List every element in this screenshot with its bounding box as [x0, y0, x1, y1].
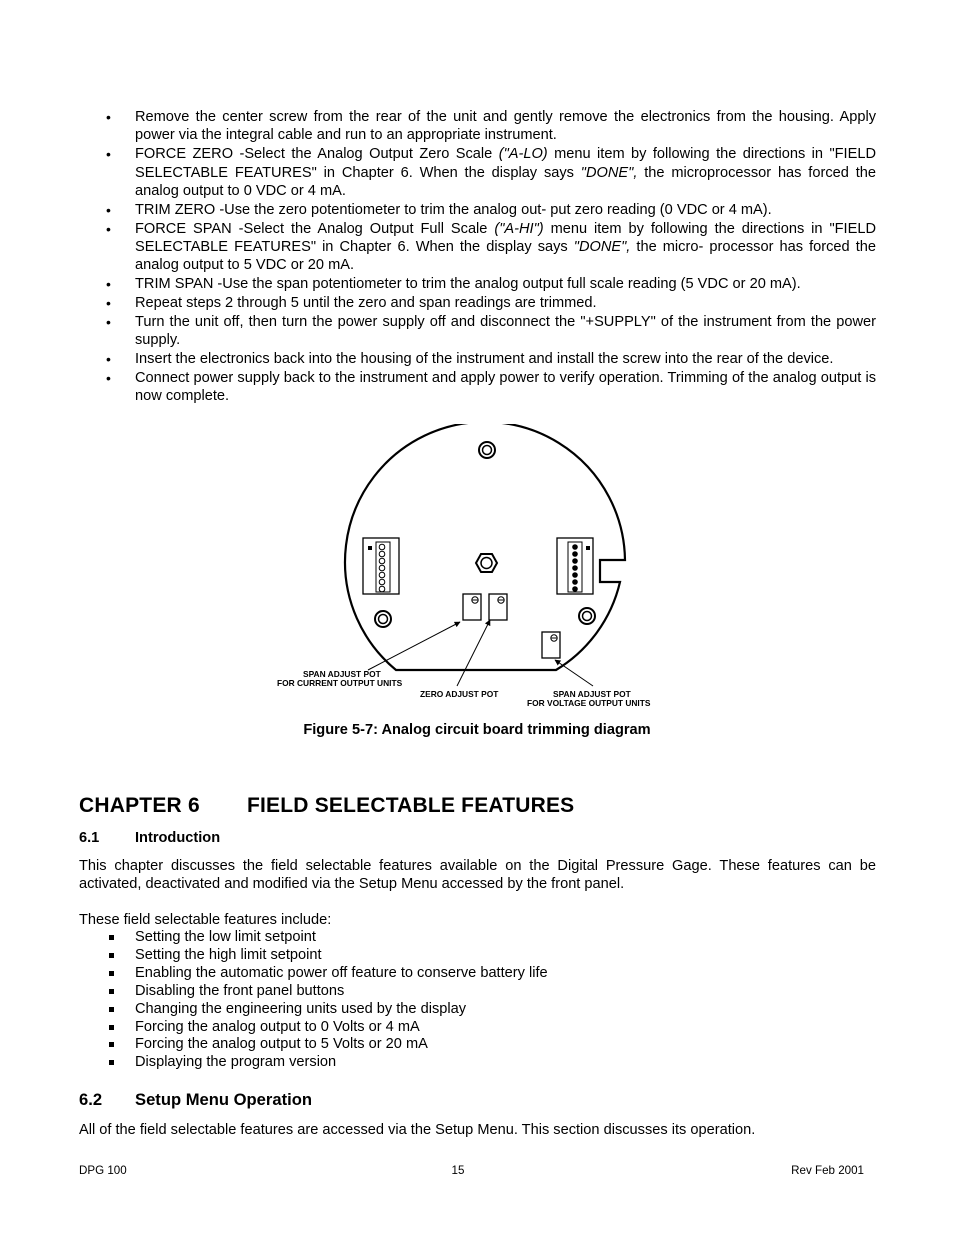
done-text: "DONE",: [573, 239, 631, 256]
list-item: [79, 350, 876, 368]
menu-code-a-lo: ("A-LO): [498, 146, 548, 163]
label-span-current-2: FOR CURRENT OUTPUT UNITS: [277, 678, 403, 688]
list-item-text: Remove the center screw from the rear of the unit and gently remove the electronics from the housing. Apply power via the integral cable and run to an appropriate instrument.: [135, 109, 876, 144]
list-item-text: Repeat steps 2 through 5 until the zero and span readings are trimmed.: [135, 295, 597, 312]
list-item-text: TRIM SPAN -Use the span potentiometer to trim the analog output full scale reading (5 VDC or 20 mA).: [135, 276, 801, 293]
list-item-text: FORCE ZERO -Select the Analog Output Zero Scale: [135, 146, 493, 163]
bullet-icon: •: [106, 201, 111, 218]
list-item-text: Disabling the front panel buttons: [135, 982, 345, 999]
footer-doc-id: DPG 100: [79, 1164, 127, 1177]
board-outline: [345, 424, 625, 670]
square-bullet-icon: [109, 1042, 114, 1047]
label-span-voltage-2: FOR VOLTAGE OUTPUT UNITS: [527, 698, 651, 708]
list-item: [79, 1019, 548, 1037]
square-bullet-icon: [109, 1025, 114, 1030]
left-mount-hole: [375, 611, 391, 627]
list-item: [79, 145, 876, 200]
right-mount-hole: [579, 608, 595, 624]
list-item-text: FORCE SPAN -Select the Analog Output Full Scale: [135, 220, 488, 237]
square-bullet-icon: [109, 1060, 114, 1065]
bullet-icon: •: [106, 146, 111, 163]
section-number: 6.1: [79, 830, 100, 846]
list-item: [79, 313, 876, 350]
square-bullet-icon: [109, 1007, 114, 1012]
list-item: [79, 1036, 548, 1054]
list-item-text: Enabling the automatic power off feature to conserve battery life: [135, 964, 548, 981]
bullet-icon: •: [106, 295, 111, 312]
bullet-icon: •: [106, 369, 111, 386]
top-mount-hole: [479, 442, 495, 458]
footer-page-number: 15: [451, 1164, 465, 1177]
bullet-icon: •: [106, 313, 111, 330]
list-item-text: the micro- processor has forced the analog output to 5 VDC or 20 mA.: [135, 239, 876, 274]
span-pot-current: [463, 594, 481, 620]
features-list: [79, 929, 548, 1072]
menu-code-a-hi: ("A-HI"): [494, 220, 544, 237]
done-text: "DONE",: [580, 164, 638, 181]
section-heading-6-2: [79, 1090, 312, 1110]
list-item: [79, 947, 548, 965]
bullet-icon: •: [106, 351, 111, 368]
list-item-text: Forcing the analog output to 0 Volts or 4 mA: [135, 1018, 420, 1035]
list-item-text: Setting the low limit setpoint: [135, 929, 316, 945]
list-item-text: Forcing the analog output to 5 Volts or 20 mA: [135, 1036, 428, 1053]
list-item: [79, 983, 548, 1001]
left-connector: [363, 538, 399, 594]
list-item: [79, 201, 876, 219]
list-item: [79, 965, 548, 983]
list-item: [79, 929, 548, 947]
list-item-text: menu item by following the directions in "FIELD SELECTABLE FEATURES" in Chapter 6. When the display says: [135, 146, 876, 181]
section-number: 6.2: [79, 1090, 103, 1109]
list-item-text: Changing the engineering units used by the display: [135, 1000, 467, 1017]
list-item: [79, 1054, 548, 1072]
square-bullet-icon: [109, 953, 114, 958]
bullet-icon: •: [106, 109, 111, 125]
chapter-number: CHAPTER 6: [79, 794, 200, 817]
label-span-current-1: SPAN ADJUST POT: [303, 669, 381, 679]
section-title: Introduction: [135, 830, 221, 846]
list-item-text: Turn the unit off, then turn the power supply off and disconnect the "+SUPPLY" of the instrument from the power supply.: [135, 313, 876, 349]
label-zero-adjust: ZERO ADJUST POT: [420, 689, 499, 699]
list-item-text: Insert the electronics back into the housing of the instrument and install the screw into the rear of the device.: [135, 351, 834, 368]
circuit-board-diagram: [270, 424, 680, 714]
chapter-title: FIELD SELECTABLE FEATURES: [247, 794, 575, 817]
chapter-heading: [79, 794, 574, 818]
list-item-text: Connect power supply back to the instrument and apply power to verify operation. Trimming of the analog output is now complete.: [135, 369, 876, 405]
bullet-icon: •: [106, 276, 111, 293]
list-item-text: the microprocessor has forced the analog output to 0 VDC or 4 mA.: [135, 164, 876, 200]
center-hex-nut: [476, 554, 497, 572]
list-item-text: Displaying the program version: [135, 1054, 337, 1071]
list-item-text: Setting the high limit setpoint: [135, 946, 322, 963]
section-heading-6-1: [79, 830, 220, 846]
list-item: [79, 369, 876, 406]
list-item-text: menu item by following the directions in "FIELD SELECTABLE FEATURES" in Chapter 6. When the display says: [135, 220, 876, 256]
arrow-span-current: [368, 622, 460, 670]
right-connector: [557, 538, 593, 594]
figure-caption: Figure 5-7: Analog circuit board trimming diagram: [303, 722, 651, 738]
square-bullet-icon: [109, 989, 114, 994]
circuit-board-svg: [270, 424, 680, 714]
arrow-zero: [457, 620, 490, 686]
intro-paragraph: This chapter discusses the field selectable features available on the Digital Pressure Gage. These features can be activated, deactivated and modified via the Setup Menu accessed by the front panel.: [79, 858, 876, 893]
square-bullet-icon: [109, 935, 114, 940]
list-item: [79, 108, 876, 145]
bullet-icon: •: [106, 220, 111, 237]
section-title: Setup Menu Operation: [135, 1090, 313, 1109]
list-item-text: TRIM ZERO -Use the zero potentiometer to trim the analog out- put zero reading (0 VDC or 4 mA).: [135, 201, 772, 218]
list-item: [79, 220, 876, 275]
zero-pot: [489, 594, 507, 620]
list-item: [79, 294, 876, 312]
setup-menu-paragraph: All of the field selectable features are accessed via the Setup Menu. This section discusses its operation.: [79, 1122, 756, 1138]
list-item: [79, 275, 876, 293]
list-item: [79, 1001, 548, 1019]
footer-revision: Rev Feb 2001: [791, 1164, 864, 1177]
features-intro-paragraph: These field selectable features include:: [79, 912, 332, 928]
trim-procedure-list: [79, 108, 876, 406]
square-bullet-icon: [109, 971, 114, 976]
span-pot-voltage: [542, 632, 560, 658]
label-span-voltage-1: SPAN ADJUST POT: [553, 689, 631, 699]
arrow-span-voltage: [555, 660, 593, 686]
